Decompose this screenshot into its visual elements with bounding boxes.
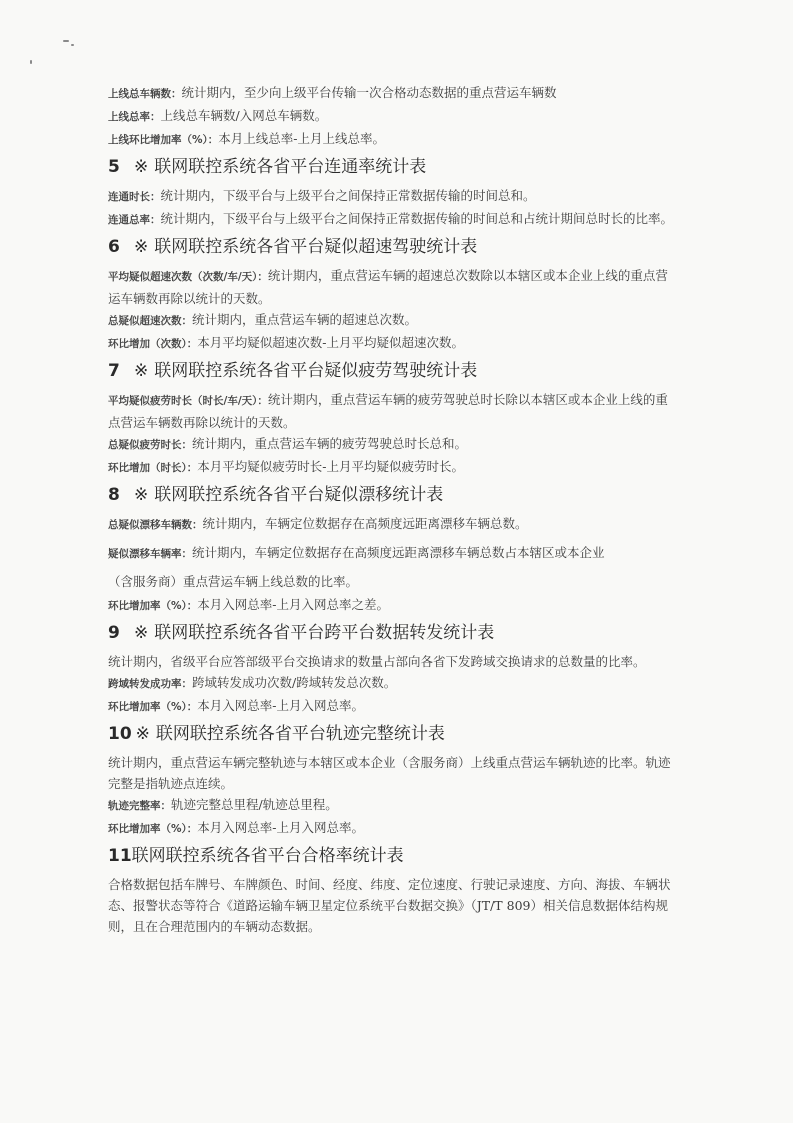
section-heading — [108, 359, 678, 383]
section-paragraph: 合格数据包括车牌号、车牌颜色、时间、经度、纬度、定位速度、行驶记录速度、方向、海拔、车辆状态、报警状态等符合《道路运输车辆卫星定位系统平台数据交换》（JT/T 809）相关信息数据体结构规则，且在合理范围内的车辆动态数据。 — [108, 877, 671, 934]
section-paragraph: 统计期内，省级平台应答部级平台交换请求的数量占部向各省下发跨域交换请求的总数量的比率。 — [108, 654, 646, 669]
definition-term: 环比增加（时长）： — [108, 462, 198, 474]
definition-text: 本月入网总率-上月入网总率。 — [197, 820, 365, 835]
definition-term: 环比增加率（%）： — [108, 823, 198, 835]
definition-text: 跨域转发成功次数/跨域转发总次数。 — [192, 675, 397, 690]
definition-text: 统计期内，下级平台与上级平台之间保持正常数据传输的时间总和。 — [160, 188, 536, 203]
section-5 — [108, 155, 678, 231]
definition-term: 疑似漂移车辆率： — [108, 548, 192, 560]
definition-term: 总疑似超速次数： — [108, 315, 192, 327]
definition-text: 统计期内，重点营运车辆的疲劳驾驶总时长除以本辖区或本企业上线的重点营运车辆数再除以统计的天数。 — [108, 392, 668, 430]
section-number: 8 — [108, 485, 120, 505]
section-title: 联网联控系统各省平台跨平台数据转发统计表 — [154, 623, 495, 643]
section-6 — [108, 235, 678, 355]
definition-line — [108, 571, 678, 594]
definition-line — [108, 513, 678, 536]
section-heading — [108, 483, 678, 507]
definition-text: 轨迹完整总里程/轨迹总里程。 — [171, 797, 338, 812]
definition-line — [108, 389, 678, 433]
definition-line — [108, 817, 678, 840]
reference-mark: ※ — [135, 724, 150, 744]
definition-text: 上线总车辆数/入网总车辆数。 — [160, 108, 328, 123]
definition-line — [108, 794, 678, 817]
definition-line — [108, 265, 678, 309]
definition-text: （含服务商）重点营运车辆上线总数的比率。 — [108, 574, 359, 589]
definition-line — [108, 208, 678, 231]
definition-term: 上线环比增加率（%）： — [108, 134, 219, 146]
definition-text: 统计期内，车辆定位数据存在高频度远距离漂移车辆总数占本辖区或本企业 — [192, 545, 605, 560]
section-number: 6 — [108, 237, 120, 257]
section-9 — [108, 621, 678, 718]
section-heading — [108, 844, 678, 868]
definition-term: 平均疑似超速次数（次数/车/天）： — [108, 271, 268, 283]
section-title: 联网联控系统各省平台轨迹完整统计表 — [155, 724, 445, 744]
section-number: 11 — [108, 846, 132, 866]
definition-line — [108, 672, 678, 695]
scan-speck — [71, 44, 74, 46]
definition-term: 环比增加（次数）： — [108, 338, 198, 350]
definition-text: 本月入网总率-上月入网总率之差。 — [197, 597, 390, 612]
document-body — [108, 82, 678, 937]
definition-term: 总疑似疲劳时长： — [108, 439, 192, 451]
definition-term: 总疑似漂移车辆数： — [108, 519, 203, 531]
section-8 — [108, 483, 678, 617]
definition-term: 平均疑似疲劳时长（时长/车/天）： — [108, 395, 268, 407]
definition-line — [108, 695, 678, 718]
section-title: 联网联控系统各省平台疑似疲劳驾驶统计表 — [154, 361, 478, 381]
definition-text: 统计期内，重点营运车辆的超速总次数。 — [192, 312, 418, 327]
definition-term: 环比增加率（%）： — [108, 600, 198, 612]
section-heading — [108, 155, 678, 179]
definition-line — [108, 105, 678, 128]
definition-term: 连通时长： — [108, 191, 161, 203]
section-number: 5 — [108, 157, 120, 177]
definition-text: 本月平均疑似超速次数-上月平均疑似超速次数。 — [197, 335, 464, 350]
definition-text: 统计期内，车辆定位数据存在高频度远距离漂移车辆总数。 — [202, 516, 528, 531]
section-title: 联网联控系统各省平台连通率统计表 — [154, 157, 427, 177]
definition-line — [108, 332, 678, 355]
reference-mark: ※ — [134, 485, 149, 505]
definition-text: 统计期内，下级平台与上级平台之间保持正常数据传输的时间总和占统计期间总时长的比率。 — [160, 211, 674, 226]
definition-text: 统计期内，至少向上级平台传输一次合格动态数据的重点营运车辆数 — [181, 85, 557, 100]
definition-line — [108, 309, 678, 332]
section-title: 联网联控系统各省平台疑似超速驾驶统计表 — [154, 237, 478, 257]
section-7 — [108, 359, 678, 479]
definition-line — [108, 185, 678, 208]
definition-line — [108, 594, 678, 617]
definition-term: 跨域转发成功率： — [108, 678, 192, 690]
definition-term: 连通总率： — [108, 214, 161, 226]
definition-line — [108, 128, 678, 151]
definition-line — [108, 542, 678, 565]
definition-text: 统计期内，重点营运车辆的超速总次数除以本辖区或本企业上线的重点营运车辆数再除以统计的天数。 — [108, 268, 668, 306]
section-number: 10 — [108, 724, 132, 744]
reference-mark: ※ — [134, 361, 149, 381]
section-title: 联网联控系统各省平台疑似漂移统计表 — [154, 485, 444, 505]
section-heading — [108, 621, 678, 645]
definition-text: 本月平均疑似疲劳时长-上月平均疑似疲劳时长。 — [197, 459, 464, 474]
scan-speck — [63, 40, 69, 42]
reference-mark: ※ — [134, 237, 149, 257]
section-number: 7 — [108, 361, 120, 381]
reference-mark: ※ — [134, 623, 149, 643]
definition-text: 本月入网总率-上月入网总率。 — [197, 698, 365, 713]
definition-text: 统计期内，重点营运车辆的疲劳驾驶总时长总和。 — [192, 436, 468, 451]
definition-term: 轨迹完整率： — [108, 800, 171, 812]
section-heading — [108, 722, 678, 746]
section-title: 联网联控系统各省平台合格率统计表 — [131, 846, 404, 866]
definition-term: 环比增加率（%）： — [108, 701, 198, 713]
scan-speck — [30, 60, 32, 64]
definition-line — [108, 82, 678, 105]
section-heading — [108, 235, 678, 259]
definition-text: 本月上线总率-上月上线总率。 — [218, 131, 386, 146]
section-11 — [108, 844, 678, 937]
section-10 — [108, 722, 678, 840]
definition-term: 上线总率： — [108, 111, 161, 123]
definition-line — [108, 433, 678, 456]
definition-line — [108, 456, 678, 479]
reference-mark: ※ — [134, 157, 149, 177]
section-paragraph: 统计期内，重点营运车辆完整轨迹与本辖区或本企业（含服务商）上线重点营运车辆轨迹的比率。轨迹完整是指轨迹点连续。 — [108, 755, 671, 791]
definition-term: 上线总车辆数： — [108, 88, 182, 100]
intro-definitions — [108, 82, 678, 151]
section-number: 9 — [108, 623, 120, 643]
